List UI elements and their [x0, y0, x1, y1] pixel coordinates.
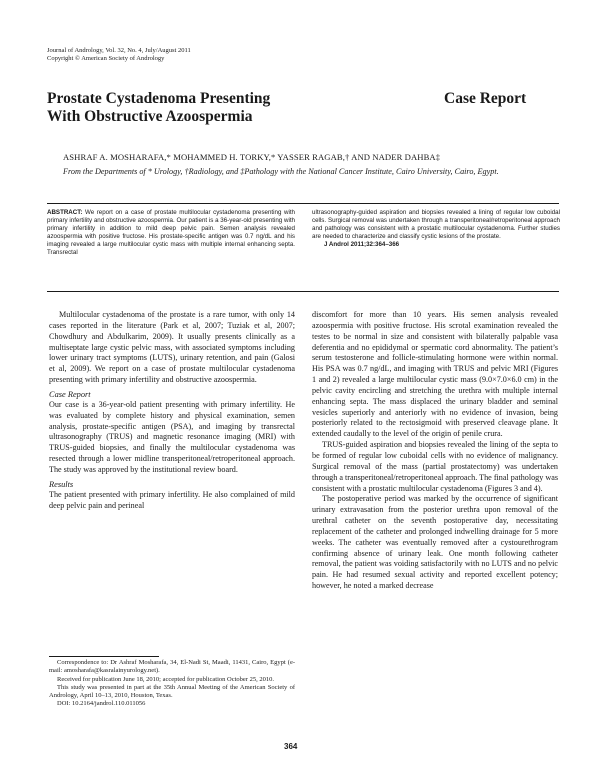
page-number: 364	[284, 742, 298, 751]
abstract-label: ABSTRACT:	[47, 209, 83, 216]
abstract-bottom-rule	[47, 291, 559, 292]
footnotes	[49, 659, 295, 709]
abstract-top-rule	[47, 203, 559, 204]
journal-header	[47, 47, 191, 63]
title-line-2: With Obstructive Azoospermia	[47, 108, 253, 125]
case-report-heading: Case Report	[49, 389, 91, 399]
abstract-text-right: ultrasonography-guided aspiration and biopsies revealed a lining of regular low cuboidal cells. Surgical removal was undertaken through a transperitoneal/retroperitoneal approach and pathology was consistent with a prostatic multilocular cystadenoma. Further studies are needed to characterize and classify cystic lesions of the prostate.	[312, 209, 560, 241]
abstract-text-left: We report on a case of prostate multilocular cystadenoma presenting with primary infertility and obstructive azoospermia. Our patient is a 36-year-old presenting with primary infertility in addition to mild deep pelvic pain. Semen analysis revealed azoospermia with positive fructose. His prostate-specific antigen was 0.7 ng/dL and his imaging revealed a large multilocular cystic mass with multiple internal enhancing septa. Transrectal	[47, 209, 295, 257]
abstract-citation: J Androl 2011;32:364–366	[324, 241, 400, 249]
correspondence-note: Correspondence to: Dr Ashraf Mosharafa, 34, El-Nadi St, Maadi, 11431, Cairo, Egypt (e-mail: amosharafa@kasralainyurology.net).	[49, 659, 295, 675]
article-title	[47, 90, 347, 126]
body-right-column	[312, 310, 558, 592]
abstract-left-column	[47, 209, 295, 258]
body-left-column	[49, 310, 295, 512]
results-paragraph: The patient presented with primary infertility. He also complained of mild deep pelvic pain and perineal	[49, 489, 295, 510]
copyright-line: Copyright © American Society of Andrology	[47, 55, 165, 62]
case-report-paragraph: Our case is a 36-year-old patient presenting with primary infertility. He was evaluated by complete history and physical examination, semen analysis, prostate-specific antigen (PSA), and imaging by transrectal ultrasonography (TRUS) and magnetic resonance imaging (MRI) with TRUS-guided biopsies, and finally the multilocular cystadenoma was resected through a lower midline transperitoneal/retroperitoneal approach. The study was approved by the institutional review board.	[49, 399, 295, 474]
abstract-right-column	[312, 209, 560, 249]
postoperative-paragraph: The postoperative period was marked by the occurrence of significant urinary extravasation from the posterior urethra upon removal of the urethral catheter on the seventh postoperative day, necessitating replacement of the catheter and prolonged indwelling drainage for 5 more weeks. The catheter was eventually removed after a cystourethrogram confirming absence of urinary leak. One month following catheter removal, the patient was voiding satisfactorily with no LUTS and no pelvic pain. He had resumed sexual activity and reported excellent potency; however, he noted a marked decrease	[312, 494, 558, 591]
abstract-section	[47, 203, 559, 291]
footnote-rule	[49, 656, 159, 657]
biopsy-paragraph: TRUS-guided aspiration and biopsies revealed the lining of the septa to be formed of regular low cuboidal cells with no evidence of malignancy. Surgical removal of the mass (partial prostatectomy) was undertaken through a transperitoneal/retroperitoneal approach. The final pathology was consistent with a prostatic multilocular cystadenoma (Figures 3 and 4).	[312, 440, 558, 493]
journal-citation-line: Journal of Andrology, Vol. 32, No. 4, July/August 2011	[47, 47, 191, 54]
results-heading: Results	[49, 479, 74, 489]
article-type-label: Case Report	[444, 90, 527, 107]
presented-note: This study was presented in part at the 35th Annual Meeting of the American Society of Andrology, April 10–13, 2010, Houston, Texas.	[49, 683, 295, 700]
doi-note: DOI: 10.2164/jandrol.110.011056	[57, 700, 146, 708]
author-list: ASHRAF A. MOSHARAFA,* MOHAMMED H. TORKY,* YASSER RAGAB,† AND NADER DAHBA‡	[63, 152, 441, 162]
results-continued-paragraph: discomfort for more than 10 years. His semen analysis revealed azoospermia with positive fructose. His scrotal examination revealed the testes to be normal in size and consistent with bilaterally palpable vasa deferentia and no epididymal or spermatic cord abnormality. The patient’s serum testosterone and follicle-stimulating hormone were within normal. His PSA was 0.7 ng/dL, and imaging with TRUS and pelvic MRI (Figures 1 and 2) revealed a large multilocular cystic mass (9.0×7.0×6.0 cm) in the pelvic cavity encircling and stretching the urethra with multiple internal enhancing septa. The mass displaced the urinary bladder and seminal vesicles superiorly and anteriorly with no evidence of invasion, being posteriorly related to the rectosigmoid with preserved cleavage plane. It extended caudally to the level of the origin of penile crura.	[312, 310, 558, 439]
title-line-1: Prostate Cystadenoma Presenting	[47, 90, 271, 107]
intro-paragraph: Multilocular cystadenoma of the prostate is a rare tumor, with only 14 cases reported in the literature (Park et al, 2007; Tuziak et al, 2007; Chowdhury and Abdulkarim, 2009). It usually presents clinically as a multiseptate large cystic pelvic mass, with associated symptoms including lower urinary tract symptoms (LUTS), urinary retention, and pain (Galosi et al, 2009). We report on a case of prostate multilocular cystadenoma presenting with primary infertility and obstructive azoospermia.	[49, 310, 295, 385]
received-note: Received for publication June 18, 2010; accepted for publication October 25, 2010.	[57, 675, 274, 683]
affiliation: From the Departments of * Urology, †Radiology, and ‡Pathology with the National Cancer Institute, Cairo University, Cairo, Egypt.	[63, 167, 499, 176]
